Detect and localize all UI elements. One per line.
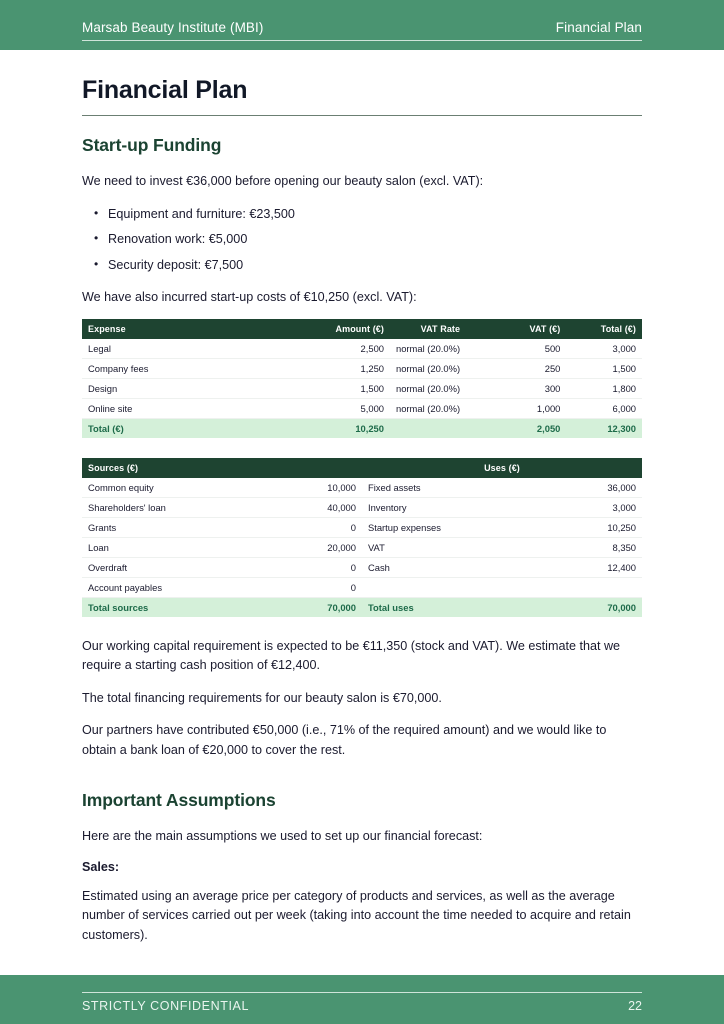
header-company-name: Marsab Beauty Institute (MBI) (82, 20, 264, 35)
label-sales: Sales: (82, 859, 120, 874)
cell-source: Account payables (82, 577, 267, 597)
header-document-name: Financial Plan (555, 20, 642, 35)
cell-total-uses-label: Total uses (362, 597, 547, 617)
startup-investment-list (82, 205, 642, 276)
cell-total-vat: 2,050 (491, 418, 567, 438)
cell-total-vat-rate (390, 418, 491, 438)
cell-vat-rate: normal (20.0%) (390, 378, 491, 398)
paragraph-assumptions-intro: Here are the main assumptions we used to set up our financial forecast: (82, 829, 483, 844)
cell-use: VAT (362, 537, 547, 557)
cell-total-sources-amount: 70,000 (267, 597, 362, 617)
cell-amount: 5,000 (306, 398, 390, 418)
paragraph-investment-intro: We need to invest €36,000 before opening our beauty salon (excl. VAT): (82, 174, 484, 188)
table-header-row (82, 319, 642, 339)
column-header-amount: Amount (€) (306, 319, 390, 339)
paragraph-costs-intro: We have also incurred start-up costs of €10,250 (excl. VAT): (82, 290, 417, 305)
cell-use: Inventory (362, 497, 547, 517)
page-footer (0, 975, 724, 1024)
cell-source-amount: 10,000 (267, 478, 362, 498)
expense-table-body (82, 339, 642, 438)
cell-vat-rate: normal (20.0%) (390, 339, 491, 359)
cell-expense: Legal (82, 339, 306, 359)
list-item: • Renovation work: €5,000 (82, 230, 642, 250)
list-item: • Security deposit: €7,500 (82, 256, 642, 276)
table-row (82, 497, 642, 517)
paragraph-partners-contribution: Our partners have contributed €50,000 (i.e., 71% of the required amount) and we would like to obtain a bank loan of €20,000 to cover the rest. (82, 723, 607, 757)
cell-use-amount: 36,000 (547, 478, 642, 498)
sources-uses-table-head (82, 458, 642, 478)
column-header-vat: VAT (€) (491, 319, 567, 339)
cell-source-amount: 40,000 (267, 497, 362, 517)
page-content (0, 50, 724, 945)
cell-source: Common equity (82, 478, 267, 498)
list-item: • Equipment and furniture: €23,500 (82, 205, 642, 225)
sources-uses-table (82, 458, 642, 617)
page-title: Financial Plan (82, 76, 642, 116)
column-header-uses: Uses (€) (362, 458, 642, 478)
cell-expense: Design (82, 378, 306, 398)
page-header-inner (82, 20, 642, 41)
table-header-row (82, 458, 642, 478)
cell-expense: Company fees (82, 358, 306, 378)
paragraph-working-capital: Our working capital requirement is expected to be €11,350 (stock and VAT). We estimate that we require a starting cash position of €12,400. (82, 638, 621, 673)
cell-source: Shareholders' loan (82, 497, 267, 517)
cell-amount: 2,500 (306, 339, 390, 359)
page-header (0, 0, 724, 50)
paragraph-sales-assumption: Estimated using an average price per category of products and services, as well as the average number of services carried out per week (taking into account the time needed to acquire and retain customers). (82, 888, 631, 942)
cell-use: Fixed assets (362, 478, 547, 498)
cell-vat: 250 (491, 358, 567, 378)
cell-total-uses-amount: 70,000 (547, 597, 642, 617)
footer-page-number: 22 (628, 999, 642, 1013)
table-row (82, 557, 642, 577)
page-footer-inner (82, 992, 642, 1013)
sources-uses-table-body (82, 478, 642, 617)
table-row (82, 478, 642, 498)
column-header-sources: Sources (€) (82, 458, 362, 478)
table-total-row (82, 597, 642, 617)
cell-source-amount: 20,000 (267, 537, 362, 557)
table-total-row (82, 418, 642, 438)
expense-table-head (82, 319, 642, 339)
cell-source-amount: 0 (267, 517, 362, 537)
cell-use: Cash (362, 557, 547, 577)
cell-vat-rate: normal (20.0%) (390, 398, 491, 418)
expense-table-wrapper (82, 319, 642, 438)
cell-expense: Online site (82, 398, 306, 418)
cell-use-amount (547, 577, 642, 597)
cell-amount: 1,500 (306, 378, 390, 398)
cell-total: 1,500 (566, 358, 642, 378)
cell-vat: 500 (491, 339, 567, 359)
table-row (82, 339, 642, 359)
table-row (82, 537, 642, 557)
cell-total: 6,000 (566, 398, 642, 418)
table-row (82, 398, 642, 418)
cell-vat-rate: normal (20.0%) (390, 358, 491, 378)
sources-uses-table-wrapper (82, 458, 642, 617)
section-heading-important-assumptions: Important Assumptions (82, 790, 276, 811)
expense-table (82, 319, 642, 438)
table-row (82, 577, 642, 597)
column-header-vat-rate: VAT Rate (390, 319, 491, 339)
cell-use-amount: 10,250 (547, 517, 642, 537)
cell-use-amount: 8,350 (547, 537, 642, 557)
cell-vat: 1,000 (491, 398, 567, 418)
footer-confidentiality-notice: STRICTLY CONFIDENTIAL (82, 999, 250, 1013)
cell-source: Loan (82, 537, 267, 557)
cell-source-amount: 0 (267, 557, 362, 577)
cell-total-sources-label: Total sources (82, 597, 267, 617)
cell-vat: 300 (491, 378, 567, 398)
table-row (82, 358, 642, 378)
cell-total: 3,000 (566, 339, 642, 359)
cell-total-amount: 10,250 (306, 418, 390, 438)
table-row (82, 517, 642, 537)
section-heading-startup-funding: Start-up Funding (82, 135, 222, 155)
cell-amount: 1,250 (306, 358, 390, 378)
table-row (82, 378, 642, 398)
cell-source-amount: 0 (267, 577, 362, 597)
cell-use-amount: 3,000 (547, 497, 642, 517)
cell-total-total: 12,300 (566, 418, 642, 438)
cell-use-amount: 12,400 (547, 557, 642, 577)
cell-source: Overdraft (82, 557, 267, 577)
column-header-expense: Expense (82, 319, 306, 339)
column-header-total: Total (€) (566, 319, 642, 339)
cell-use: Startup expenses (362, 517, 547, 537)
cell-total: 1,800 (566, 378, 642, 398)
cell-use (362, 577, 547, 597)
paragraph-total-financing: The total financing requirements for our beauty salon is €70,000. (82, 690, 442, 705)
cell-source: Grants (82, 517, 267, 537)
cell-total-label: Total (€) (82, 418, 306, 438)
